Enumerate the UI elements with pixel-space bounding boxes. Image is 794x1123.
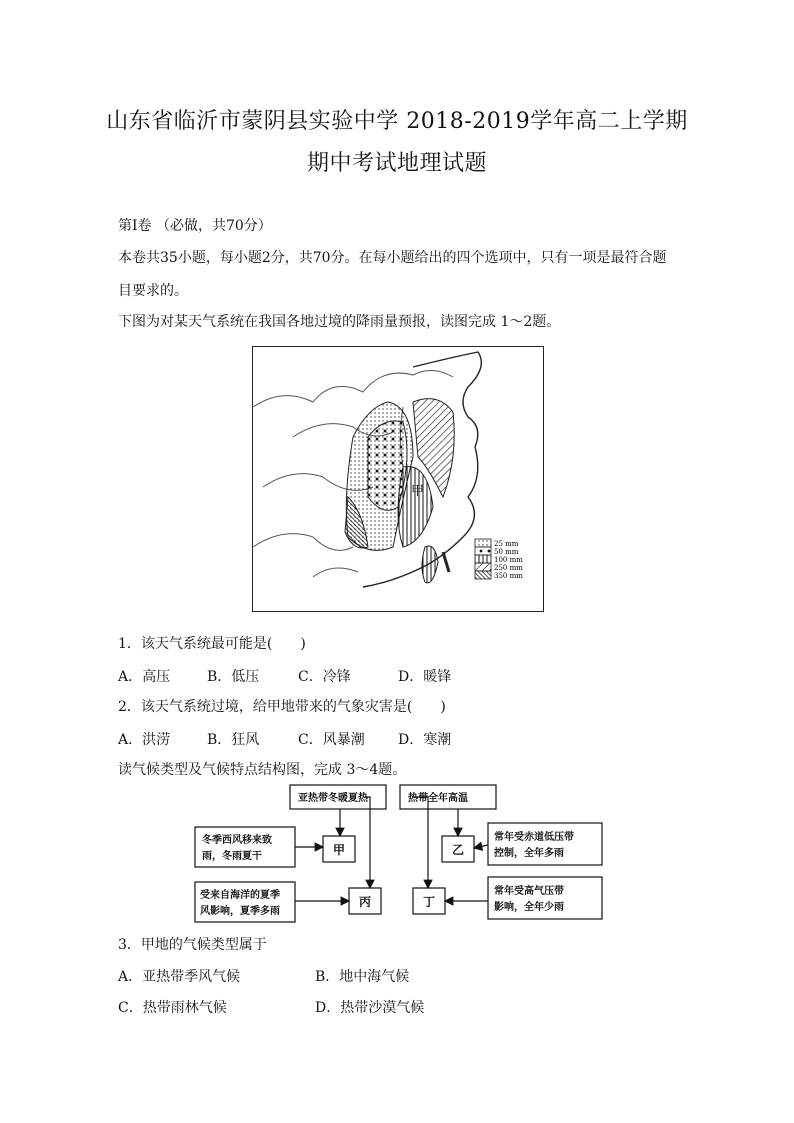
instructions-line2: 目要求的。 (118, 283, 188, 299)
q2-option-a[interactable]: A．洪涝 (118, 732, 171, 748)
q1-option-b[interactable]: B．低压 (207, 669, 260, 685)
legend-25: 25 mm (494, 540, 519, 548)
q3-option-a[interactable]: A．亚热带季风气候 (118, 969, 241, 985)
box-tropical-text: 热带全年高温 (408, 793, 468, 804)
q2-option-d[interactable]: D．寒潮 (398, 732, 452, 748)
box-summer-line2: 风影响，夏季多雨 (200, 906, 280, 917)
rainfall-map (252, 346, 544, 612)
q1-option-c[interactable]: C．冷锋 (298, 669, 351, 685)
node-ding-text: 丁 (423, 895, 436, 909)
q3-option-b[interactable]: B．地中海气候 (315, 969, 410, 985)
legend-50: 50 mm (494, 548, 519, 556)
map-legend (475, 539, 523, 580)
box-subtropical-text: 亚热带冬暖夏热 (298, 793, 368, 804)
map-label-jia: 甲 (411, 484, 425, 499)
diagram-intro: 读气候类型及气候特点结构图，完成 3～4题。 (118, 762, 407, 778)
map-intro: 下图为对某天气系统在我国各地过境的降雨量预报，读图完成 1～2题。 (118, 314, 561, 330)
legend-350: 350 mm (494, 572, 523, 580)
box-high-line1: 常年受高气压带 (494, 886, 564, 897)
q3-option-d[interactable]: D．热带沙漠气候 (315, 1000, 425, 1016)
q2-option-c[interactable]: C．风暴潮 (298, 732, 365, 748)
node-jia-text: 甲 (333, 843, 346, 857)
q3-stem: 3．甲地的气候类型属于 (118, 937, 267, 953)
section-header: 第Ⅰ卷 （必做，共70分） (118, 218, 272, 234)
page-subtitle: 期中考试地理试题 (306, 151, 487, 176)
page-title: 山东省临沂市蒙阴县实验中学 2018-2019学年高二上学期 (106, 109, 688, 134)
box-equatorial-line2: 控制，全年多雨 (494, 848, 564, 859)
node-yi-text: 乙 (452, 843, 465, 857)
climate-diagram (190, 783, 610, 928)
legend-100: 100 mm (494, 556, 523, 564)
box-equatorial-line1: 常年受赤道低压带 (494, 832, 574, 843)
box-high-line2: 影响，全年少雨 (494, 902, 564, 913)
q2-option-b[interactable]: B．狂风 (207, 732, 260, 748)
q1-option-d[interactable]: D．暖锋 (398, 669, 452, 685)
q2-stem: 2．该天气系统过境，给甲地带来的气象灾害是( ) (118, 699, 446, 715)
q1-stem: 1．该天气系统最可能是( ) (118, 636, 306, 652)
box-summer-line1: 受来自海洋的夏季 (200, 890, 280, 901)
legend-250: 250 mm (494, 564, 523, 572)
box-winter-line1: 冬季西风移来致 (202, 835, 272, 846)
q3-option-c[interactable]: C．热带雨林气候 (118, 1000, 227, 1016)
q1-option-a[interactable]: A．高压 (118, 669, 171, 685)
node-bing-text: 丙 (359, 895, 372, 909)
box-winter-line2: 雨，冬雨夏干 (202, 851, 262, 862)
instructions-line1: 本卷共35小题，每小题2分，共70分。在每小题给出的四个选项中，只有一项是最符合题 (118, 250, 667, 266)
